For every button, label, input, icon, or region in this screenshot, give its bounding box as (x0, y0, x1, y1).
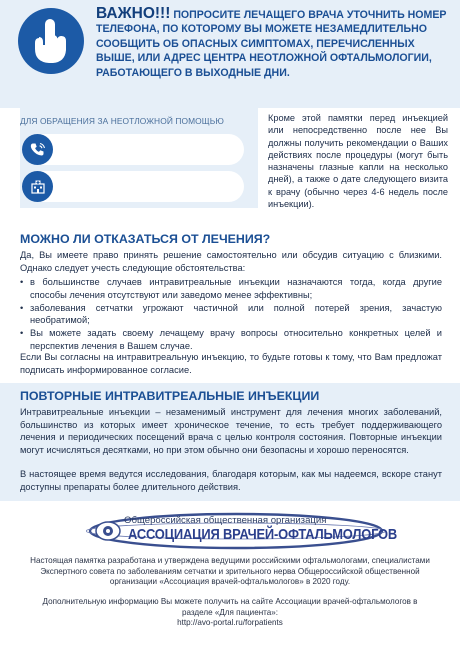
section1-bullets (20, 276, 442, 353)
section2-paragraph-2: В настоящее время ведутся исследования, благодаря которым, как мы надеемся, вскоре станут доступны препараты более длительного действия. (20, 469, 442, 492)
approval-note: Настоящая памятка разработана и утверждена ведущими российскими офтальмологами, специалистами Экспертного совета по заболеваниям сетчатки и зрительного нерва Общероссийской общественной организации «Ассоциация врачей-офтальмологов» в 2020 году. (30, 556, 430, 587)
section2-title: ПОВТОРНЫЕ ИНТРАВИТРЕАЛЬНЫЕ ИНЪЕКЦИИ (20, 389, 320, 403)
list-item: • в большинстве случаев интравитреальные инъекции назначаются тогда, когда другие способы лечения отсутствуют или заведомо менее эффективны; (20, 276, 442, 301)
side-note: Кроме этой памятки перед инъекцией или непосредственно после нее Вы должны получить рекомендации о Ваших действиях после процедуры (могут быть назначены глазные капли на несколько дней), а также о дате следующего визита к врачу (обычно через 4-6 недель после инъекции). (268, 113, 448, 210)
list-item: • Вы можете задать своему лечащему врачу вопросы относительно конкретных целей и перспектив лечения в Вашем случае. (20, 327, 442, 352)
more-info (28, 597, 432, 629)
logo-tagline: Общероссийская общественная организация (124, 515, 327, 526)
important-notice (96, 7, 454, 80)
logo-name: АССОЦИАЦИЯ ВРАЧЕЙ-ОФТАЛЬМОЛОГОВ (128, 526, 398, 543)
phone-field[interactable] (22, 134, 244, 165)
list-item: • заболевания сетчатки угрожают частичной или полной потерей зрения, зачастую необратимой; (20, 302, 442, 327)
section1-closing: Если Вы согласны на интравитреальную инъекцию, то будьте готовы к тому, что Вам предложат подписать информированное согласие. (20, 352, 442, 375)
important-text: ПОПРОСИТЕ ЛЕЧАЩЕГО ВРАЧА УТОЧНИТЬ НОМЕР ТЕЛЕФОНА, ПО КОТОРОМУ ВЫ МОЖЕТЕ НЕЗАМЕДЛИТЕЛЬНО СООБЩИТЬ ОБ ОПАСНЫХ СИМПТОМАХ, ПЕРЕЧИСЛЕННЫХ ВЫШЕ, ИЛИ АДРЕС ЦЕНТРА НЕОТЛОЖНОЙ ОФТАЛЬМОЛОГИИ, РАБОТАЮЩЕГО В ВЫХОДНЫЕ ДНИ. (96, 9, 447, 79)
section1-intro: Да, Вы имеете право принять решение самостоятельно или обсудив ситуацию с близкими. Однако следует учесть следующие обстоятельства: (20, 250, 442, 273)
section2-paragraph-1: Интравитреальные инъекции – незаменимый инструмент для лечения многих заболеваний, большинство из которых имеет хроническое течение, то есть требует поддерживающего лечения и периодических посещений врача с целью контроля состояния. Повторные инъекции могут исчисляться десятками, но при этом обычно они безопасны и хорошо переносятся. (20, 407, 442, 455)
contact-label: ДЛЯ ОБРАЩЕНИЯ ЗА НЕОТЛОЖНОЙ ПОМОЩЬЮ (20, 116, 224, 126)
website-link[interactable]: http://avo-portal.ru/forpatients (177, 618, 283, 628)
section1-title: МОЖНО ЛИ ОТКАЗАТЬСЯ ОТ ЛЕЧЕНИЯ? (20, 232, 271, 246)
more-info-text: Дополнительную информацию Вы можете получить на сайте Ассоциации врачей-офтальмологов в разделе «Для пациента»: (42, 597, 418, 617)
address-field[interactable] (22, 171, 244, 202)
phone-icon (22, 134, 53, 165)
raised-finger-icon (18, 8, 84, 74)
important-lead: ВАЖНО!!! (96, 5, 171, 22)
hospital-icon (22, 171, 53, 202)
